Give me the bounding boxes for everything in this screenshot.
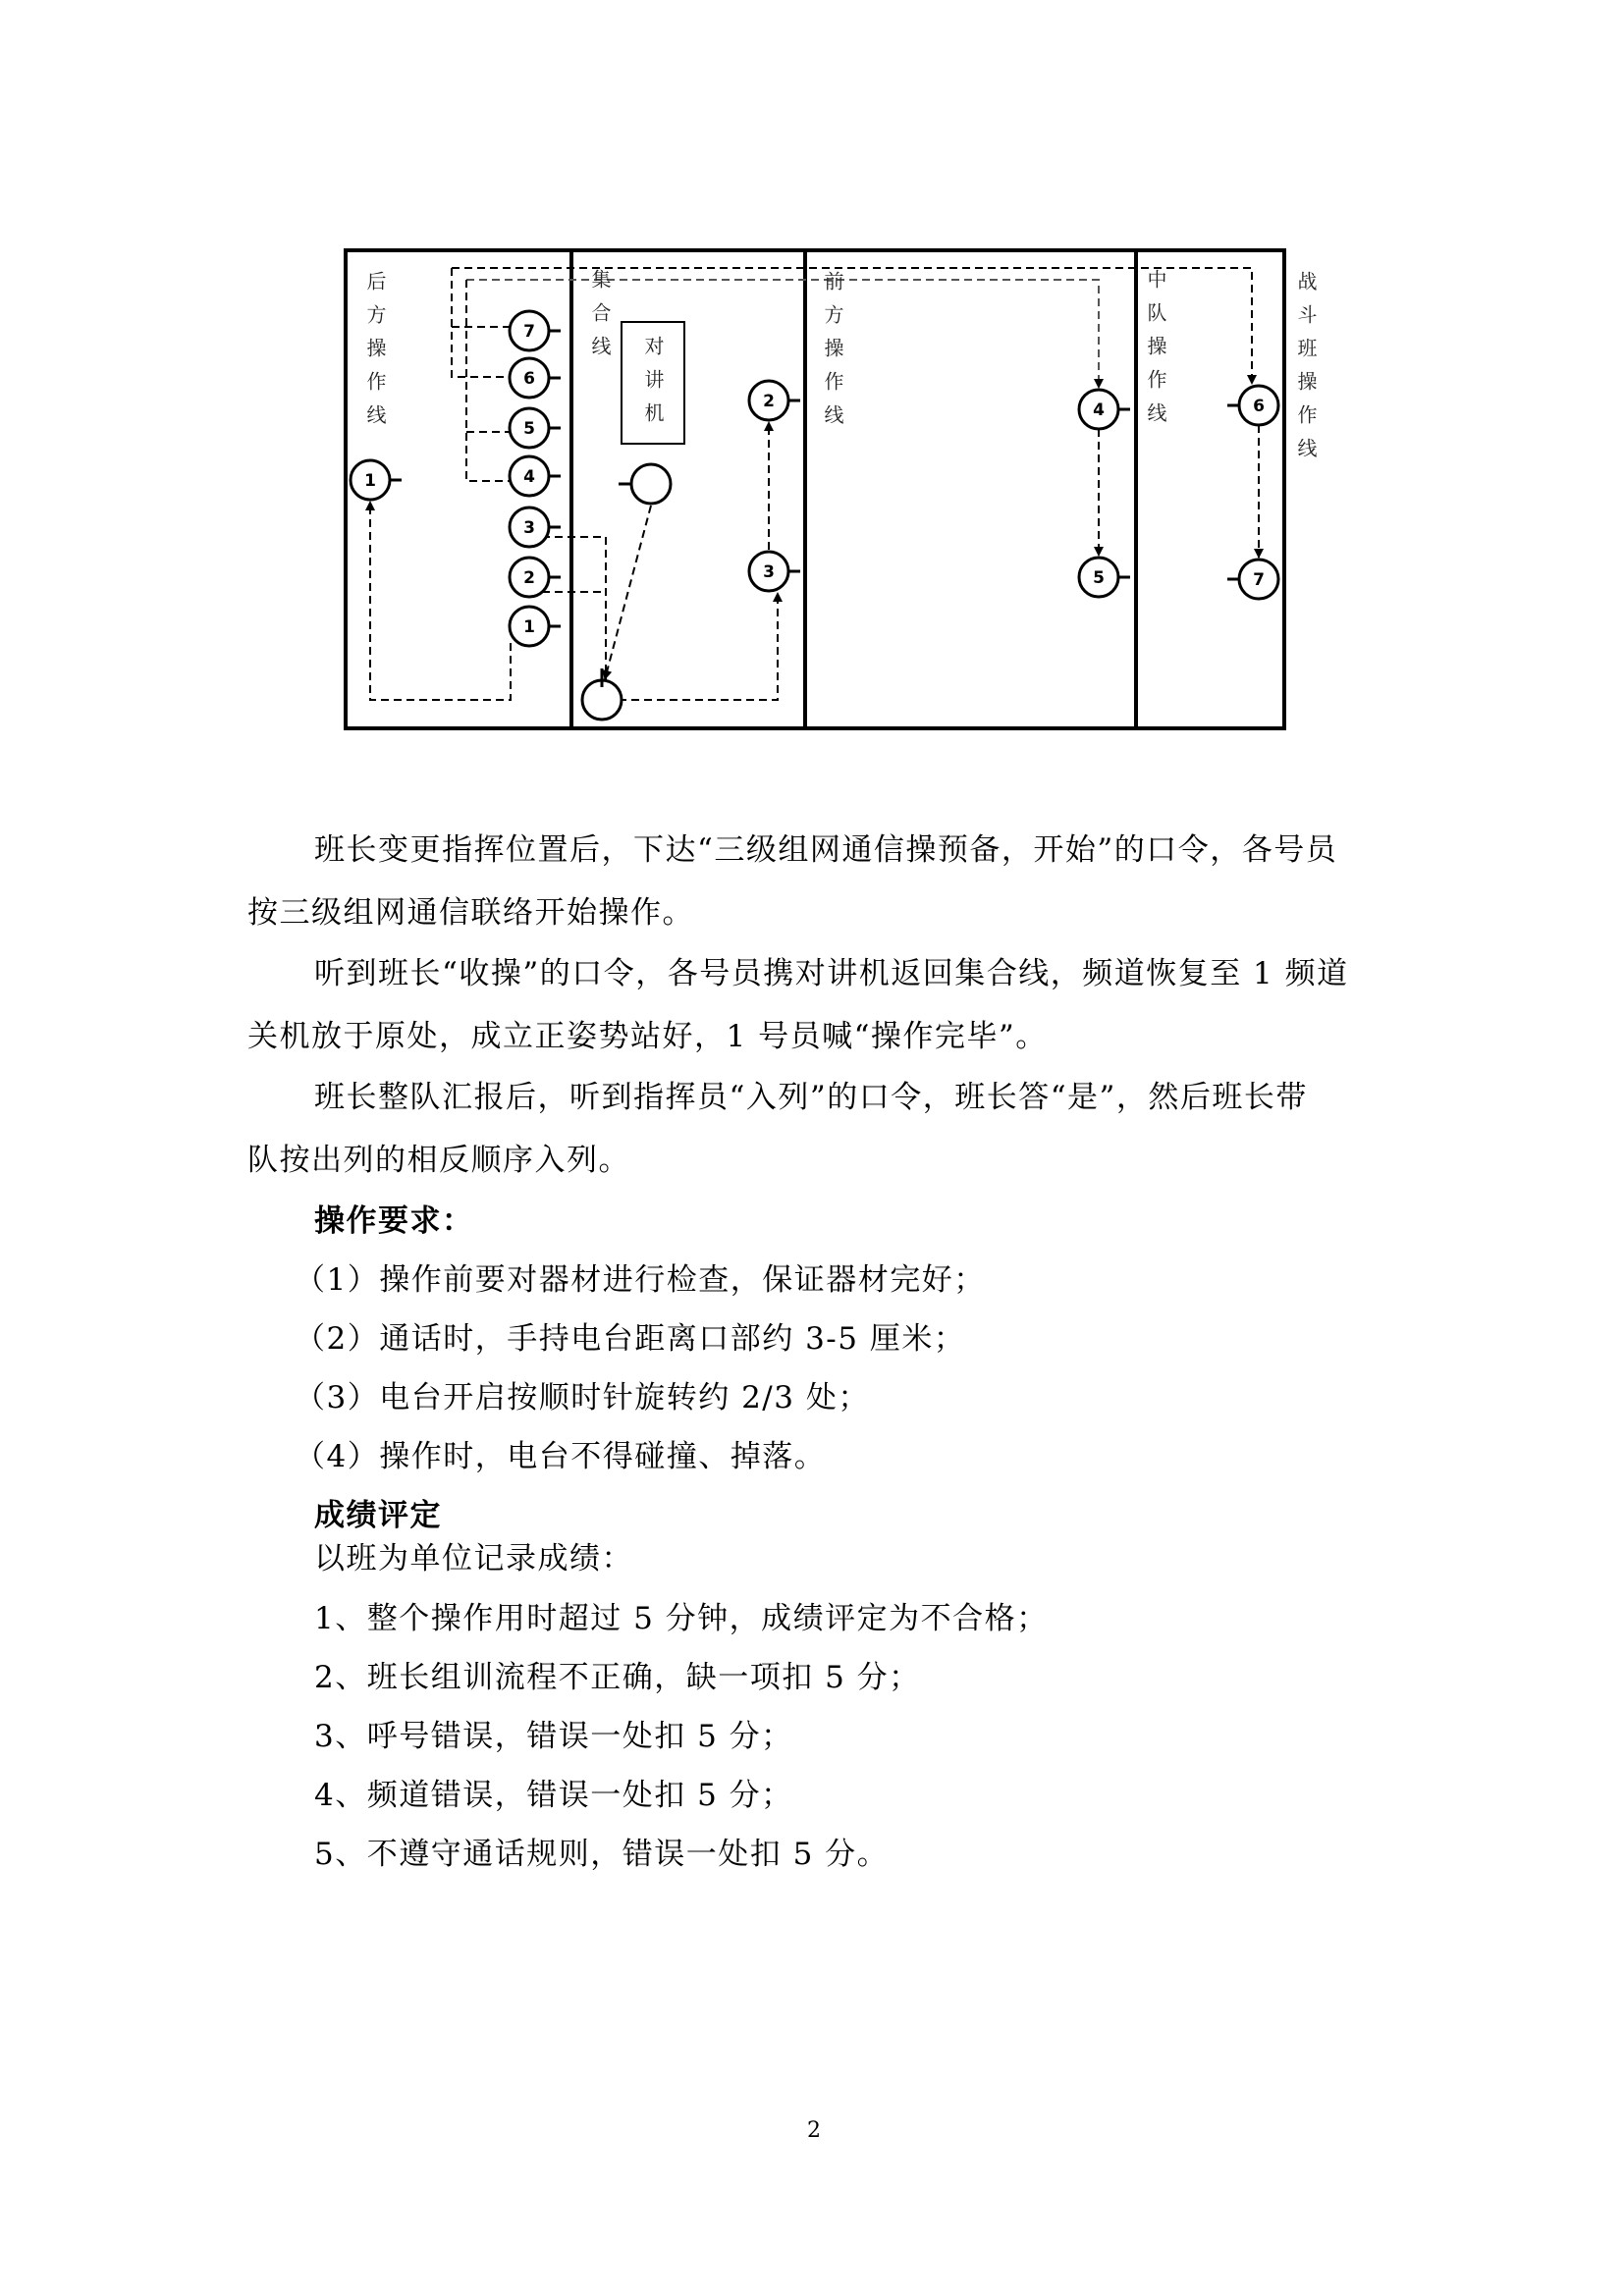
requirement-item: （2）通话时，手持电台距离口部约 3-5 厘米； — [295, 1321, 966, 1357]
zone-label-front: 前方操作线 — [821, 271, 844, 438]
svg-text:4: 4 — [1093, 400, 1105, 420]
node-front-5 — [1079, 558, 1130, 597]
requirements-heading: 操作要求： — [314, 1203, 474, 1239]
node-assembly-3 — [510, 507, 561, 547]
node-assembly-1 — [510, 607, 561, 646]
node-mid-3 — [749, 552, 800, 591]
svg-text:3: 3 — [763, 562, 775, 582]
node-commander-end — [582, 668, 622, 720]
scoring-item: 1、整个操作用时超过 5 分钟，成绩评定为不合格； — [314, 1601, 1049, 1636]
para2-line1: 听到班长“收操”的口令，各号员携对讲机返回集合线，频道恢复至 1 频道 — [314, 956, 1349, 991]
para1-line1: 班长变更指挥位置后，下达“三级组网通信操预备，开始”的口令，各号员 — [314, 832, 1338, 868]
movement-paths — [370, 268, 1259, 700]
zone-label-rear: 后方操作线 — [363, 271, 387, 438]
node-mid-2 — [749, 381, 800, 420]
para1-line2: 按三级组网通信联络开始操作。 — [247, 895, 694, 931]
node-assembly-6 — [510, 358, 561, 398]
node-assembly-7 — [510, 311, 561, 350]
node-assembly-4 — [510, 456, 561, 496]
para3-line1: 班长整队汇报后，听到指挥员“入列”的口令，班长答“是”，然后班长带 — [314, 1080, 1308, 1115]
node-combat-6 — [1227, 386, 1278, 425]
svg-text:2: 2 — [763, 392, 775, 411]
para3-line2: 队按出列的相反顺序入列。 — [247, 1143, 630, 1178]
svg-text:7: 7 — [523, 322, 535, 342]
soldier-nodes — [351, 311, 1278, 720]
svg-text:5: 5 — [523, 419, 535, 439]
node-front-4 — [1079, 390, 1130, 429]
radio-label: 对讲机 — [641, 336, 665, 436]
zone-label-squadron: 中队操作线 — [1144, 269, 1167, 436]
page-number: 2 — [807, 2118, 821, 2143]
svg-text:4: 4 — [523, 467, 535, 487]
scoring-heading: 成绩评定 — [314, 1498, 442, 1533]
node-assembly-2 — [510, 558, 561, 597]
svg-text:3: 3 — [523, 518, 535, 538]
node-commander-start — [619, 464, 671, 504]
zone-label-combat: 战斗班操作线 — [1294, 271, 1318, 471]
scoring-intro: 以班为单位记录成绩： — [314, 1541, 633, 1576]
scoring-item: 2、班长组训流程不正确，缺一项扣 5 分； — [314, 1660, 921, 1695]
svg-text:2: 2 — [523, 568, 535, 588]
svg-text:5: 5 — [1093, 568, 1105, 588]
svg-text:6: 6 — [1253, 397, 1265, 416]
node-combat-7 — [1227, 560, 1278, 599]
scoring-item: 4、频道错误，错误一处扣 5 分； — [314, 1778, 793, 1813]
requirement-item: （1）操作前要对器材进行检查，保证器材完好； — [295, 1262, 986, 1298]
svg-text:1: 1 — [364, 471, 376, 491]
requirement-item: （4）操作时，电台不得碰撞、掉落。 — [295, 1439, 827, 1474]
requirement-item: （3）电台开启按顺时针旋转约 2/3 处； — [295, 1380, 870, 1415]
svg-text:6: 6 — [523, 369, 535, 389]
scoring-item: 5、不遵守通话规则，错误一处扣 5 分。 — [314, 1837, 890, 1872]
svg-text:7: 7 — [1253, 570, 1265, 590]
node-assembly-5 — [510, 408, 561, 448]
zone-label-assembly: 集合线 — [588, 269, 612, 369]
node-rear-1 — [351, 460, 402, 500]
svg-text:1: 1 — [523, 617, 535, 637]
scoring-item: 3、呼号错误，错误一处扣 5 分； — [314, 1719, 793, 1754]
para2-line2: 关机放于原处，成立正姿势站好，1 号员喊“操作完毕”。 — [247, 1019, 1048, 1054]
